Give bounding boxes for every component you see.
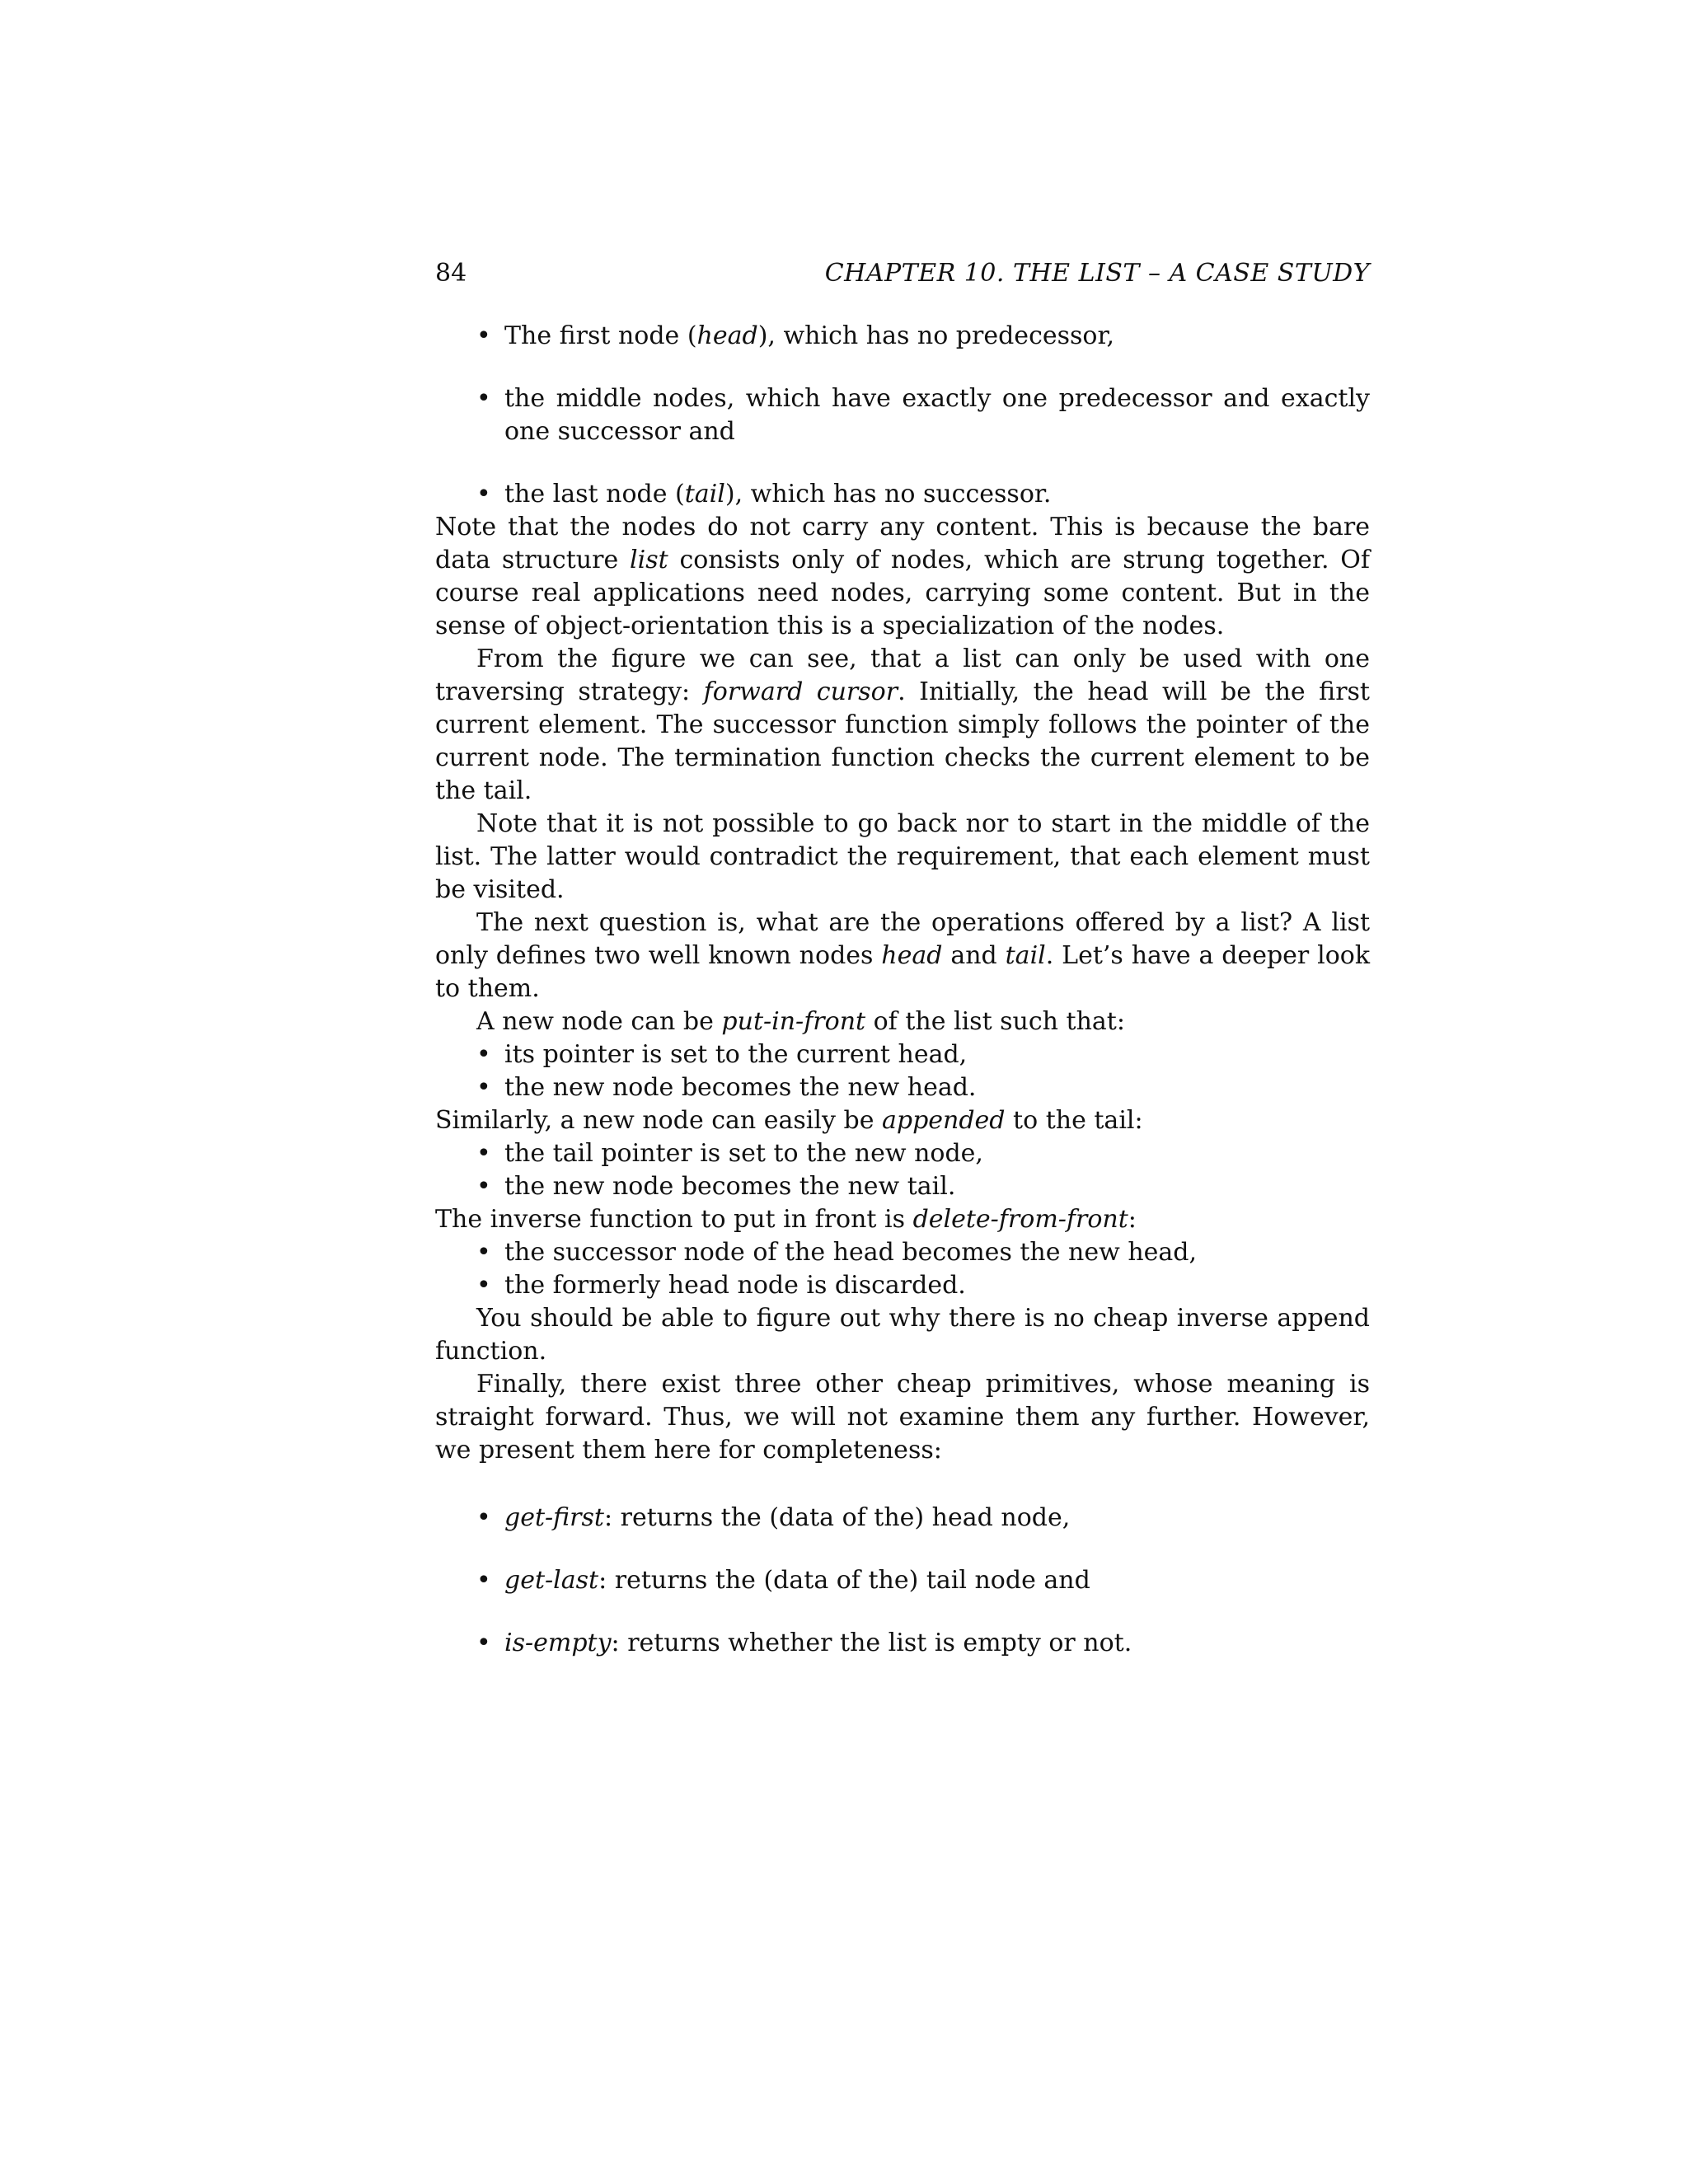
bullet-icon: • bbox=[476, 321, 491, 350]
bullet-icon: • bbox=[476, 1503, 491, 1532]
paragraph-go-back: Note that it is not possible to go back nor to start in the middle of the list. The latter would contradict the requirement, that each element must be visited. bbox=[435, 809, 1370, 904]
list-item: • the new node becomes the new head. bbox=[476, 1071, 1370, 1104]
list-item: • the new node becomes the new tail. bbox=[476, 1170, 1370, 1203]
delete-from-front-steps bbox=[435, 1236, 1370, 1302]
primitives-list bbox=[435, 1502, 1370, 1660]
list-item: • get-last: returns the (data of the) tail node and bbox=[476, 1564, 1370, 1597]
bullet-icon: • bbox=[476, 1238, 491, 1267]
bullet-icon: • bbox=[476, 1566, 491, 1595]
bullet-icon: • bbox=[476, 1139, 491, 1168]
list-item: • the formerly head node is discarded. bbox=[476, 1269, 1370, 1302]
list-item: • The first node (head), which has no predecessor, bbox=[476, 320, 1370, 353]
list-item: • the successor node of the head becomes the new head, bbox=[476, 1236, 1370, 1269]
running-header bbox=[435, 257, 1370, 290]
paragraph-inverse: The inverse function to put in front is delete-from-front: bbox=[435, 1205, 1137, 1234]
bullet-icon: • bbox=[476, 1040, 491, 1069]
paragraph-question: The next question is, what are the operations offered by a list? A list only defines two well known nodes head and tail. Let’s have a deeper look to them. bbox=[435, 908, 1371, 1003]
list-item: • the middle nodes, which have exactly one predecessor and exactly one successor and bbox=[476, 384, 1370, 446]
paragraph-put-in-front: A new node can be put-in-front of the list such that: bbox=[476, 1007, 1125, 1036]
paragraph-figure-out: You should be able to figure out why there is no cheap inverse append function. bbox=[435, 1304, 1370, 1366]
bullet-icon: • bbox=[476, 384, 491, 413]
node-kinds-list bbox=[435, 320, 1370, 511]
list-item: • the last node (tail), which has no successor. bbox=[476, 478, 1370, 511]
list-item: • its pointer is set to the current head, bbox=[476, 1038, 1370, 1071]
append-steps bbox=[435, 1137, 1370, 1203]
list-item: • the tail pointer is set to the new node, bbox=[476, 1137, 1370, 1170]
list-item: • is-empty: returns whether the list is empty or not. bbox=[476, 1627, 1370, 1660]
paragraph-finally: Finally, there exist three other cheap primitives, whose meaning is straight forward. Thus, we will not examine them any further. However, we present them here for completeness: bbox=[435, 1370, 1370, 1465]
bullet-icon: • bbox=[476, 1271, 491, 1300]
put-in-front-steps bbox=[435, 1038, 1370, 1104]
document-page bbox=[435, 257, 1370, 1660]
bullet-icon: • bbox=[476, 1172, 491, 1201]
paragraph-append: Similarly, a new node can easily be appended to the tail: bbox=[435, 1106, 1143, 1135]
bullet-icon: • bbox=[476, 480, 491, 509]
bullet-icon: • bbox=[476, 1629, 491, 1657]
running-title: CHAPTER 10. THE LIST – A CASE STUDY bbox=[824, 259, 1370, 288]
list-item: • get-first: returns the (data of the) head node, bbox=[476, 1502, 1370, 1535]
paragraph-note: Note that the nodes do not carry any content. This is because the bare data structure list consists only of nodes, which are strung together. Of course real applications need nodes, carrying some content. But in the sense of object-orientation this is a specialization of the nodes. bbox=[435, 513, 1370, 640]
page-number: 84 bbox=[435, 259, 467, 288]
paragraph-figure: From the figure we can see, that a list can only be used with one traversing strategy: forward cursor. Initially, the head will be the first current element. The successor function simply follows the pointer of the current node. The termination function checks the current element to be the tail. bbox=[435, 644, 1370, 805]
bullet-icon: • bbox=[476, 1073, 491, 1102]
